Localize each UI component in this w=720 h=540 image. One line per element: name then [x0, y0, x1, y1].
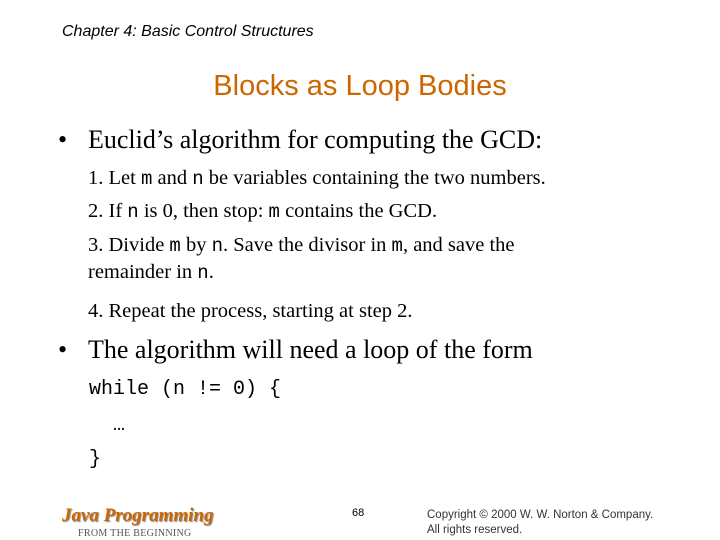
code-line-1: while (n != 0) {: [89, 378, 282, 401]
bullet-text: The algorithm will need a loop of the form: [88, 335, 533, 364]
code-variable: m: [140, 168, 153, 190]
step-text: 2. If: [88, 200, 128, 222]
code-variable: n: [127, 201, 139, 223]
step-text: 1. Let: [88, 167, 141, 189]
step-text: 4. Repeat the process, starting at step 2.: [88, 300, 413, 322]
bullet-dot: •: [58, 335, 68, 364]
step-3-line-1: [88, 232, 648, 259]
step-text: , and save the: [402, 234, 515, 256]
code-variable: m: [169, 235, 181, 257]
code-variable: n: [197, 262, 209, 284]
bullet-text: Euclid’s algorithm for computing the GCD:: [88, 125, 543, 154]
code-line-3: }: [89, 448, 102, 471]
code-variable: n: [211, 235, 223, 257]
step-2: [88, 198, 437, 225]
footer-book-title: Java Programming: [62, 505, 214, 526]
bullet-loop: [58, 335, 533, 365]
step-text: be variables containing the two numbers.: [203, 167, 546, 189]
step-1: [88, 165, 546, 192]
step-text: 3. Divide: [88, 234, 170, 256]
step-text: is 0, then stop:: [138, 200, 269, 222]
step-3: [88, 232, 648, 286]
code-variable: m: [268, 201, 280, 223]
copyright-line-2: All rights reserved.: [427, 524, 523, 536]
step-text: . Save the divisor in: [222, 234, 392, 256]
code-line-2: …: [89, 414, 126, 437]
copyright-line-1: Copyright © 2000 W. W. Norton & Company.: [427, 509, 654, 521]
footer-book-subtitle: FROM THE BEGINNING: [78, 528, 192, 539]
step-text: .: [208, 261, 214, 283]
bullet-dot: •: [58, 125, 68, 154]
step-text: and: [152, 167, 193, 189]
page-number: 68: [352, 507, 365, 519]
step-3-line-2: [88, 259, 648, 286]
step-text: contains the GCD.: [279, 200, 438, 222]
step-text: remainder in: [88, 261, 198, 283]
step-4: [88, 298, 413, 324]
code-variable: n: [192, 168, 204, 190]
step-text: by: [180, 234, 212, 256]
slide-title: Blocks as Loop Bodies: [213, 70, 507, 102]
code-variable: m: [391, 235, 403, 257]
copyright-notice: [427, 508, 653, 538]
bullet-euclid: [58, 125, 542, 155]
chapter-heading: Chapter 4: Basic Control Structures: [62, 23, 314, 40]
